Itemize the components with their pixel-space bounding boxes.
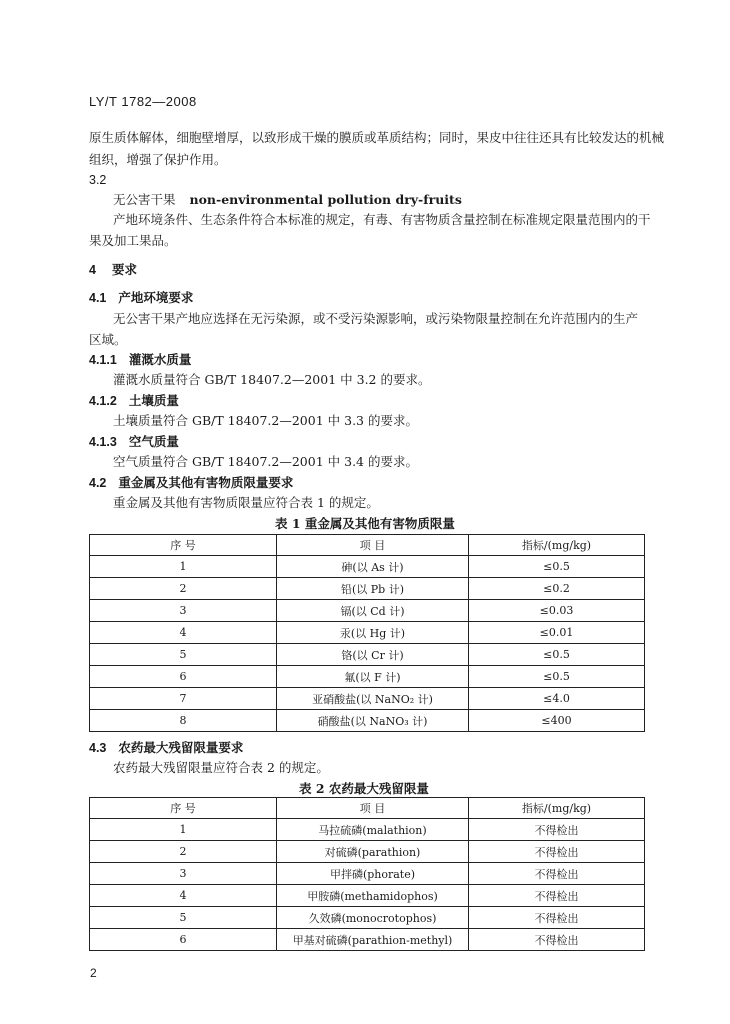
paragraph-line: 空气质量符合 GB/T 18407.2—2001 中 3.4 的要求。 [113, 454, 418, 469]
table-cell: 硝酸盐(以 NaNO₃ 计) [277, 710, 469, 732]
table-cell: 久效磷(monocrotophos) [277, 907, 469, 929]
table-row [90, 622, 645, 644]
table-row [90, 819, 645, 841]
table-cell: 不得检出 [469, 885, 645, 907]
table-cell: 不得检出 [469, 929, 645, 951]
table-cell: ≤0.5 [469, 666, 645, 688]
table-cell: 1 [90, 556, 277, 578]
paragraph-line: 土壤质量符合 GB/T 18407.2—2001 中 3.3 的要求。 [113, 413, 418, 428]
table-cell: 砷(以 As 计) [277, 556, 469, 578]
table-cell: 1 [90, 819, 277, 841]
definition-line: 果及加工果品。 [89, 233, 177, 248]
term-english: non-environmental pollution dry-fruits [189, 192, 462, 207]
table-row [90, 841, 645, 863]
table-cell: ≤0.03 [469, 600, 645, 622]
table-1 [89, 534, 645, 732]
table-cell: 铅(以 Pb 计) [277, 578, 469, 600]
paragraph-line: 无公害干果产地应选择在无污染源，或不受污染源影响，或污染物限量控制在允许范围内的生产 [113, 311, 639, 326]
table-cell: ≤400 [469, 710, 645, 732]
table-cell: 对硫磷(parathion) [277, 841, 469, 863]
table-cell: 不得检出 [469, 841, 645, 863]
paragraph-line: 农药最大残留限量应符合表 2 的规定。 [113, 760, 329, 775]
table-row [90, 907, 645, 929]
table-cell: 6 [90, 666, 277, 688]
term-heading [113, 192, 462, 208]
table-row [90, 600, 645, 622]
table-cell: 镉(以 Cd 计) [277, 600, 469, 622]
column-header: 指标/(mg/kg) [469, 798, 645, 819]
column-header: 序 号 [90, 535, 277, 556]
table-1-caption: 表 1 重金属及其他有害物质限量 [275, 516, 455, 531]
table-cell: ≤0.2 [469, 578, 645, 600]
table-row [90, 863, 645, 885]
table-row [90, 710, 645, 732]
table-row [90, 578, 645, 600]
column-header: 序 号 [90, 798, 277, 819]
definition-line: 产地环境条件、生态条件符合本标准的规定，有毒、有害物质含量控制在标准规定限量范围内的干 [113, 212, 651, 227]
table-row [90, 556, 645, 578]
column-header: 项 目 [277, 535, 469, 556]
table-cell: ≤0.01 [469, 622, 645, 644]
table-cell: 汞(以 Hg 计) [277, 622, 469, 644]
table-cell: 8 [90, 710, 277, 732]
page-number: 2 [90, 966, 97, 980]
table-cell: 不得检出 [469, 819, 645, 841]
standard-code-header: LY/T 1782—2008 [89, 94, 197, 109]
table-cell: 2 [90, 578, 277, 600]
column-header: 指标/(mg/kg) [469, 535, 645, 556]
table-row [90, 885, 645, 907]
section-4-2-heading: 4.2 重金属及其他有害物质限量要求 [89, 475, 294, 490]
paragraph-line: 区域。 [89, 332, 127, 347]
section-number: 3.2 [89, 173, 107, 187]
section-4-1-1-heading: 4.1.1 灌溉水质量 [89, 352, 192, 367]
table-cell: 铬(以 Cr 计) [277, 644, 469, 666]
paragraph-line: 重金属及其他有害物质限量应符合表 1 的规定。 [113, 495, 379, 510]
section-4-1-3-heading: 4.1.3 空气质量 [89, 434, 179, 449]
column-header: 项 目 [277, 798, 469, 819]
table-row [90, 929, 645, 951]
table-cell: 氟(以 F 计) [277, 666, 469, 688]
table-row [90, 666, 645, 688]
paragraph-line: 组织，增强了保护作用。 [89, 152, 227, 167]
table-2-caption: 表 2 农药最大残留限量 [299, 781, 429, 796]
section-4-3-heading: 4.3 农药最大残留限量要求 [89, 740, 244, 755]
paragraph-line: 灌溉水质量符合 GB/T 18407.2—2001 中 3.2 的要求。 [113, 372, 431, 387]
table-cell: ≤0.5 [469, 644, 645, 666]
table-2 [89, 797, 645, 951]
table-cell: 4 [90, 622, 277, 644]
table-cell: 不得检出 [469, 907, 645, 929]
table-header-row [90, 535, 645, 556]
table-row [90, 644, 645, 666]
term-chinese: 无公害干果 [113, 192, 176, 207]
table-cell: 3 [90, 600, 277, 622]
table-cell: 甲基对硫磷(parathion-methyl) [277, 929, 469, 951]
table-cell: 不得检出 [469, 863, 645, 885]
table-cell: 5 [90, 907, 277, 929]
table-cell: 4 [90, 885, 277, 907]
section-4-heading: 4 要求 [89, 262, 137, 277]
table-cell: 2 [90, 841, 277, 863]
table-cell: 6 [90, 929, 277, 951]
table-cell: 甲拌磷(phorate) [277, 863, 469, 885]
table-cell: 亚硝酸盐(以 NaNO₂ 计) [277, 688, 469, 710]
table-row [90, 688, 645, 710]
table-cell: ≤0.5 [469, 556, 645, 578]
paragraph-line: 原生质体解体，细胞壁增厚，以致形成干燥的膜质或革质结构；同时，果皮中往往还具有比较发达的机械 [89, 130, 665, 145]
table-cell: ≤4.0 [469, 688, 645, 710]
table-cell: 甲胺磷(methamidophos) [277, 885, 469, 907]
section-4-1-heading: 4.1 产地环境要求 [89, 290, 194, 305]
table-cell: 马拉硫磷(malathion) [277, 819, 469, 841]
table-cell: 7 [90, 688, 277, 710]
section-4-1-2-heading: 4.1.2 土壤质量 [89, 393, 179, 408]
table-header-row [90, 798, 645, 819]
table-cell: 5 [90, 644, 277, 666]
table-cell: 3 [90, 863, 277, 885]
